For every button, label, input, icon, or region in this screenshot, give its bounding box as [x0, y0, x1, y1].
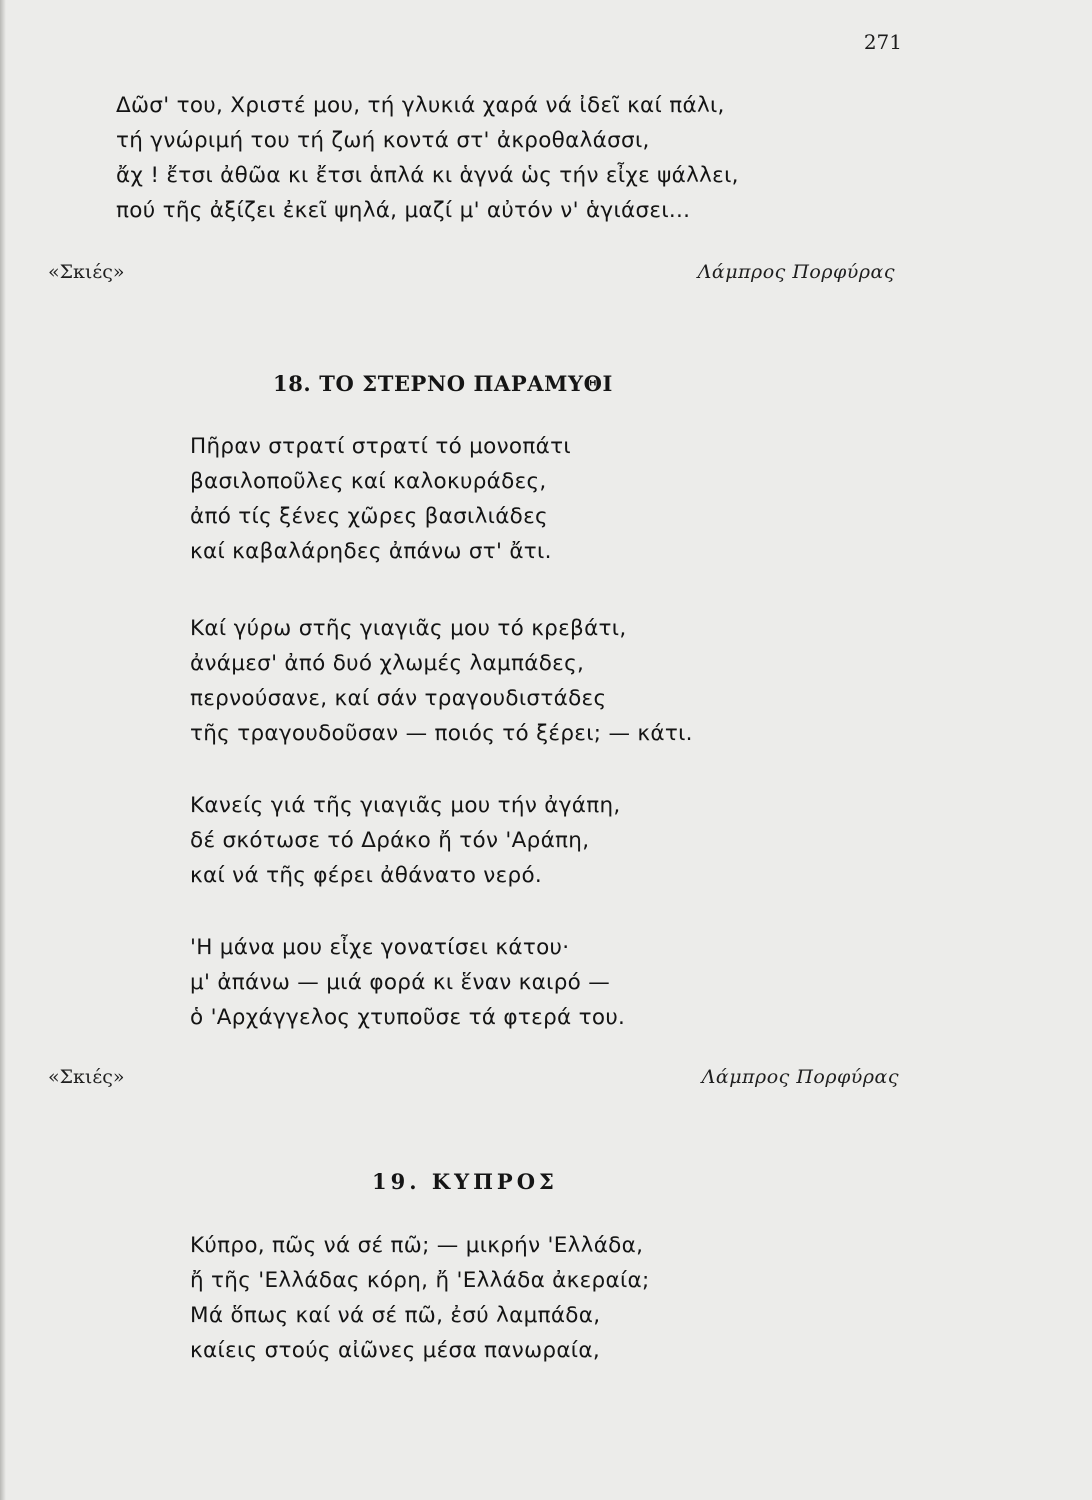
- poem-line: Καί γύρω στῆς γιαγιᾶς μου τό κρεβάτι,: [190, 616, 627, 641]
- poem-line: Μά ὅπως καί νά σέ πῶ, ἐσύ λαμπάδα,: [190, 1303, 601, 1328]
- poem-line: μ' ἀπάνω — μιά φορά κι ἕναν καιρό —: [190, 970, 611, 995]
- poem-19-stanza-1: [190, 1228, 650, 1368]
- page-number: 271: [863, 30, 902, 54]
- poem-18-stanza-3: [190, 788, 621, 893]
- poem-18-stanza-1: [190, 429, 571, 569]
- poem-line: περνούσανε, καί σάν τραγουδιστάδες: [190, 686, 607, 711]
- poem-line: καί νά τῆς φέρει ἀθάνατο νερό.: [190, 863, 543, 888]
- author-name: Λάμπρος Πορφύρας: [697, 261, 895, 283]
- poem-line: τή γνώριμή του τή ζωή κοντά στ' ἀκροθαλάσσι,: [116, 128, 650, 153]
- poem-heading: 19. ΚΥΠΡΟΣ: [372, 1169, 558, 1194]
- poem-line: ὁ 'Αρχάγγελος χτυποῦσε τά φτερά του.: [190, 1005, 626, 1030]
- poem-line: καί καβαλάρηδες ἀπάνω στ' ἄτι.: [190, 539, 552, 564]
- poem-line: ἀνάμεσ' ἀπό δυό χλωμές λαμπάδες,: [190, 651, 585, 676]
- poem-line: Κύπρο, πῶς νά σέ πῶ; — μικρήν 'Ελλάδα,: [190, 1233, 644, 1258]
- poem-18-stanza-2: [190, 611, 693, 751]
- poem-line: πού τῆς ἀξίζει ἐκεῖ ψηλά, μαζί μ' αὐτόν ν' ἁγιάσει...: [116, 198, 691, 223]
- poem-line: ἄχ ! ἔτσι ἀθῶα κι ἔτσι ἁπλά κι ἁγνά ὡς τήν εἶχε ψάλλει,: [116, 163, 739, 188]
- source-title: «Σκιές»: [48, 1066, 125, 1088]
- poem-line: Κανείς γιά τῆς γιαγιᾶς μου τήν ἀγάπη,: [190, 793, 621, 818]
- page-edge-shadow: [0, 0, 6, 1500]
- poem-line: ἤ τῆς 'Ελλάδας κόρη, ἤ 'Ελλάδα ἀκεραία;: [190, 1268, 650, 1293]
- poem-line: 'Η μάνα μου εἶχε γονατίσει κάτου·: [190, 935, 570, 960]
- poem-heading: 18. ΤΟ ΣΤΕΡΝΟ ΠΑΡΑΜΥΘΙ: [273, 371, 613, 396]
- poem-line: τῆς τραγουδοῦσαν — ποιός τό ξέρει; — κάτι.: [190, 721, 693, 746]
- poem-18-stanza-4: [190, 930, 625, 1035]
- poem-line: Πῆραν στρατί στρατί τό μονοπάτι: [190, 434, 571, 459]
- poem-line: ἀπό τίς ξένες χῶρες βασιλιάδες: [190, 504, 548, 529]
- poem-line: δέ σκότωσε τό Δράκο ἤ τόν 'Αράπη,: [190, 828, 590, 853]
- poem-line: βασιλοποῦλες καί καλοκυράδες,: [190, 469, 547, 494]
- source-title: «Σκιές»: [48, 261, 125, 283]
- poem-line: καίεις στούς αἰῶνες μέσα πανωραία,: [190, 1338, 600, 1363]
- author-name: Λάμπρος Πορφύρας: [701, 1066, 899, 1088]
- poem-line: Δῶσ' του, Χριστέ μου, τή γλυκιά χαρά νά ἰδεῖ καί πάλι,: [116, 93, 725, 118]
- top-poem-stanza: [116, 88, 739, 228]
